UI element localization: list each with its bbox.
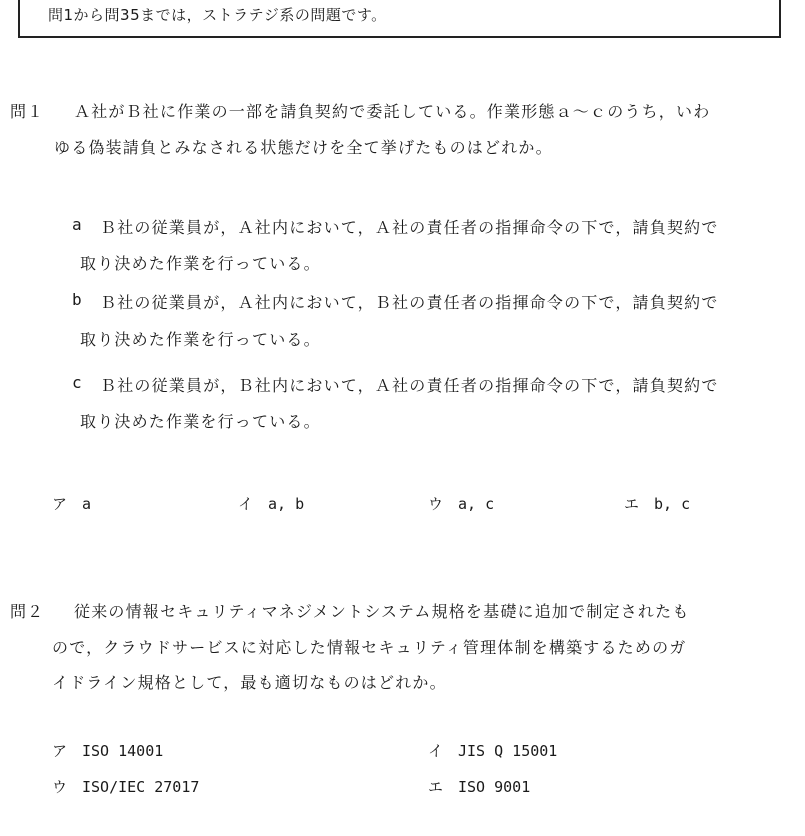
q2-choice-a-text: ISO 14001	[82, 742, 164, 760]
q2-choice-e[interactable]	[428, 776, 530, 797]
q2-choice-e-text: ISO 9001	[458, 778, 531, 796]
q2-choice-u-text: ISO/IEC 27017	[82, 778, 200, 796]
q1-choice-e[interactable]	[624, 493, 690, 514]
q2-stem-line3: イドライン規格として，最も適切なものはどれか。	[52, 673, 447, 692]
q2-label: 問２	[10, 602, 45, 621]
q2-choice-a[interactable]	[52, 740, 163, 761]
q1-item-c-line1: Ｂ社の従業員が，Ｂ社内において，Ａ社の責任者の指揮命令の下で，請負契約で	[100, 376, 719, 395]
q1-stem-line1: Ａ社がＢ社に作業の一部を請負契約で委託している。作業形態ａ～ｃのうち，いわ	[74, 102, 711, 121]
q2-choice-a-mark: ア	[52, 742, 68, 760]
q1-choice-a-text: a	[82, 495, 92, 513]
q1-choice-u-mark: ウ	[428, 495, 444, 513]
q2-choice-i-mark: イ	[428, 742, 444, 760]
q1-choice-i-text: a, b	[268, 495, 305, 513]
q2-choice-e-mark: エ	[428, 778, 444, 796]
q1-choice-a[interactable]	[52, 493, 91, 514]
q1-stem-line2: ゆる偽装請負とみなされる状態だけを全て挙げたものはどれか。	[54, 138, 553, 157]
section-header-text: 問1から問35までは，ストラテジ系の問題です。	[48, 6, 387, 24]
q1-item-b-key: b	[72, 290, 83, 309]
q1-choice-i-mark: イ	[238, 495, 254, 513]
q2-choice-u-mark: ウ	[52, 778, 68, 796]
q2-stem-line1: 従来の情報セキュリティマネジメントシステム規格を基礎に追加で制定されたも	[74, 602, 690, 621]
q1-choice-u-text: a, c	[458, 495, 495, 513]
q2-choice-i[interactable]	[428, 740, 557, 761]
q2-choice-i-text: JIS Q 15001	[458, 742, 558, 760]
q1-item-c-key: c	[72, 373, 83, 392]
q2-choice-u[interactable]	[52, 776, 199, 797]
q1-label: 問１	[10, 102, 45, 121]
q1-item-a-line2: 取り決めた作業を行っている。	[80, 254, 321, 273]
q1-choice-i[interactable]	[238, 493, 304, 514]
q1-item-b-line2: 取り決めた作業を行っている。	[80, 330, 321, 349]
q1-choice-e-mark: エ	[624, 495, 640, 513]
q1-item-c-line2: 取り決めた作業を行っている。	[80, 412, 321, 431]
q1-choice-e-text: b, c	[654, 495, 691, 513]
q2-stem-line2: ので，クラウドサービスに対応した情報セキュリティ管理体制を構築するためのガ	[52, 638, 687, 657]
q1-item-a-line1: Ｂ社の従業員が，Ａ社内において，Ａ社の責任者の指揮命令の下で，請負契約で	[100, 218, 719, 237]
section-header-box	[18, 0, 781, 38]
q1-choice-u[interactable]	[428, 493, 494, 514]
q1-item-b-line1: Ｂ社の従業員が，Ａ社内において，Ｂ社の責任者の指揮命令の下で，請負契約で	[100, 293, 719, 312]
q1-item-a-key: a	[72, 215, 83, 234]
q1-choice-a-mark: ア	[52, 495, 68, 513]
